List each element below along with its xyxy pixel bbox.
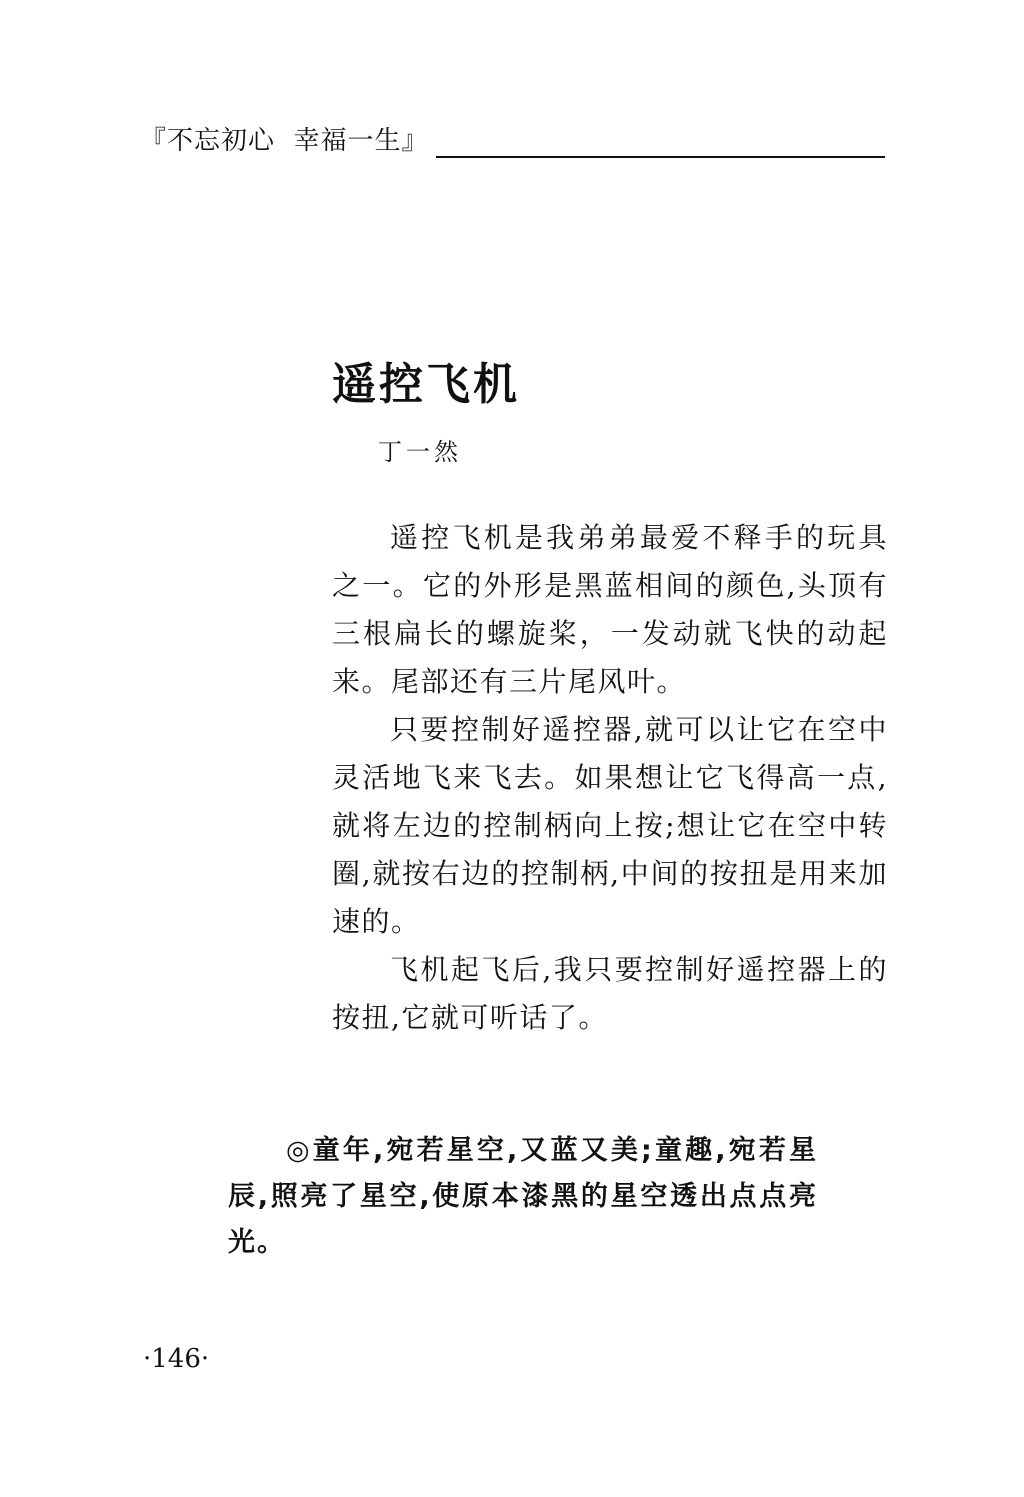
teacher-comment: ◎童年,宛若星空,又蓝又美;童趣,宛若星辰,照亮了星空,使原本漆黑的星空透出点点亮光。 <box>228 1135 818 1258</box>
article-paragraph: 只要控制好遥控器,就可以让它在空中灵活地飞来飞去。如果想让它飞得高一点,就将左边的控制柄向上按;想让它在空中转圈,就按右边的控制柄,中间的按扭是用来加速的。 <box>332 713 888 938</box>
article-author: 丁一然 <box>378 438 462 466</box>
header-rule <box>436 156 885 158</box>
article-paragraph: 遥控飞机是我弟弟最爱不释手的玩具之一。它的外形是黑蓝相间的颜色,头顶有三根扁长的螺旋桨，一发动就飞快的动起来。尾部还有三片尾风叶。 <box>332 521 888 698</box>
running-header <box>140 124 885 164</box>
article-paragraph: 飞机起飞后,我只要控制好遥控器上的按扭,它就可听话了。 <box>332 953 888 1034</box>
page-number: ·146· <box>143 1344 210 1374</box>
article-body <box>332 514 888 1042</box>
running-header-title: 『不忘初心 幸福一生』 <box>140 126 429 156</box>
article-title: 遥控飞机 <box>332 359 520 410</box>
